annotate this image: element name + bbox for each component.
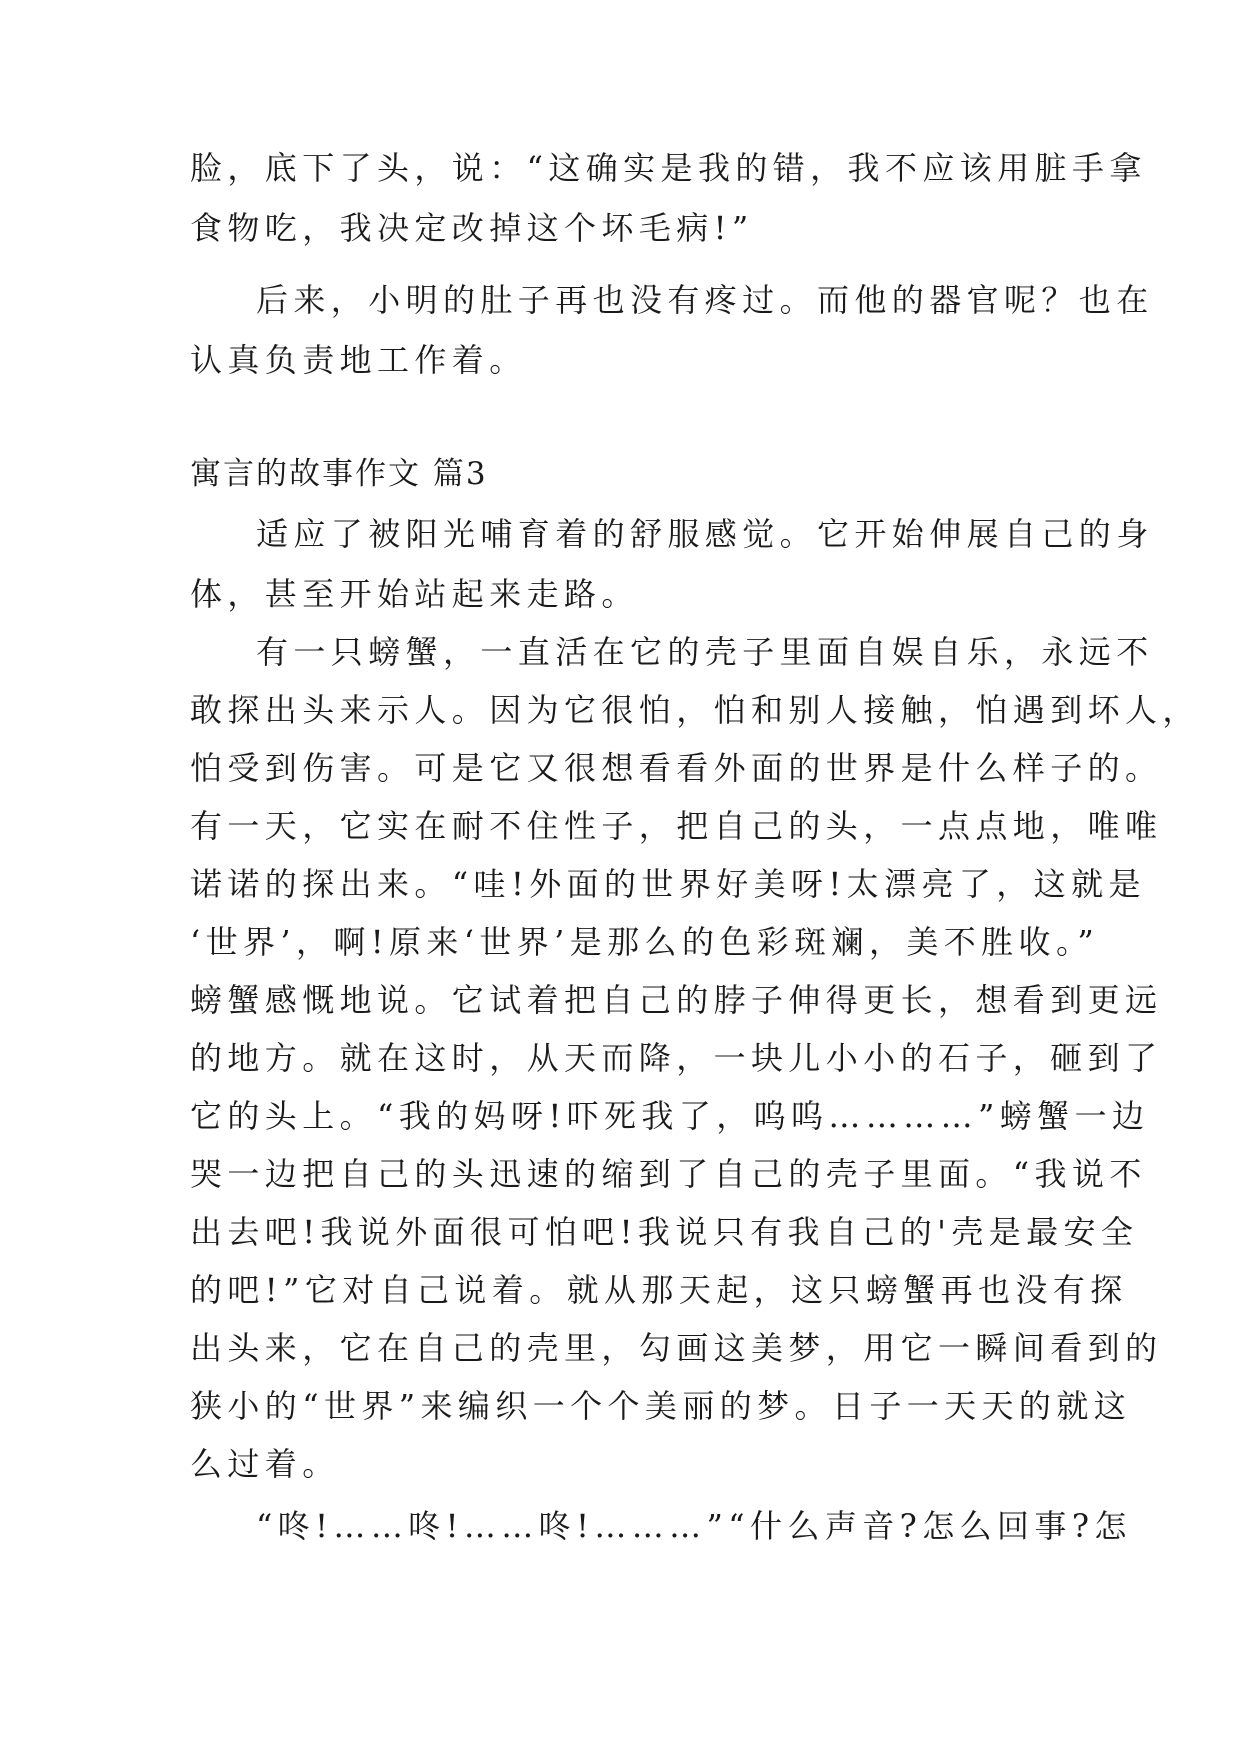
text-line: 么过着。: [190, 1445, 340, 1483]
text-line: 有一天，它实在耐不住性子，把自己的头，一点点地，唯唯: [190, 807, 1163, 845]
paragraph-start-line: 后来，小明的肚子再也没有疼过。而他的器官呢？也在: [256, 281, 1154, 319]
paragraph-start-line: “咚!……咚!……咚!………”“什么声音?怎么回事?怎: [256, 1507, 1132, 1545]
section-heading: 寓言的故事作文 篇3: [190, 456, 488, 492]
paragraph-start-line: 适应了被阳光哺育着的舒服感觉。它开始伸展自己的身: [256, 515, 1154, 553]
text-line: 食物吃，我决定改掉这个坏毛病!”: [190, 209, 754, 247]
text-line: 出去吧!我说外面很可怕吧!我说只有我自己的'壳是最安全: [190, 1213, 1139, 1251]
text-line: ‘世界’，啊!原来‘世界’是那么的色彩斑斓，美不胜收。”: [190, 923, 1100, 961]
text-line: 出头来，它在自己的壳里，勾画这美梦，用它一瞬间看到的: [190, 1329, 1163, 1367]
text-line: 诺诺的探出来。“哇!外面的世界好美呀!太漂亮了，这就是: [190, 865, 1146, 903]
text-line: 螃蟹感慨地说。它试着把自己的脖子伸得更长，想看到更远: [190, 981, 1163, 1019]
text-line: 狭小的“世界”来编织一个个美丽的梦。日子一天天的就这: [190, 1387, 1132, 1425]
paragraph-start-line: 有一只螃蟹，一直活在它的壳子里面自娱自乐，永远不: [256, 633, 1154, 671]
text-line: 的吧!”它对自己说着。就从那天起，这只螃蟹再也没有探: [190, 1271, 1128, 1309]
text-line: 认真负责地工作着。: [190, 341, 527, 379]
text-line: 哭一边把自己的头迅速的缩到了自己的壳子里面。“我说不: [190, 1155, 1147, 1193]
text-line: 怕受到伤害。可是它又很想看看外面的世界是什么样子的。: [190, 749, 1163, 787]
text-line: 体，甚至开始站起来走路。: [190, 575, 639, 613]
text-line: 的地方。就在这时，从天而降，一块儿小小的石子，砸到了: [190, 1039, 1163, 1077]
text-line: 它的头上。“我的妈呀!吓死我了，呜呜…………”螃蟹一边: [190, 1097, 1150, 1135]
text-line: 敢探出头来示人。因为它很怕，怕和别人接触，怕遇到坏人，: [190, 691, 1200, 729]
text-line: 脸，底下了头，说：“这确实是我的错，我不应该用脏手拿: [190, 149, 1147, 187]
